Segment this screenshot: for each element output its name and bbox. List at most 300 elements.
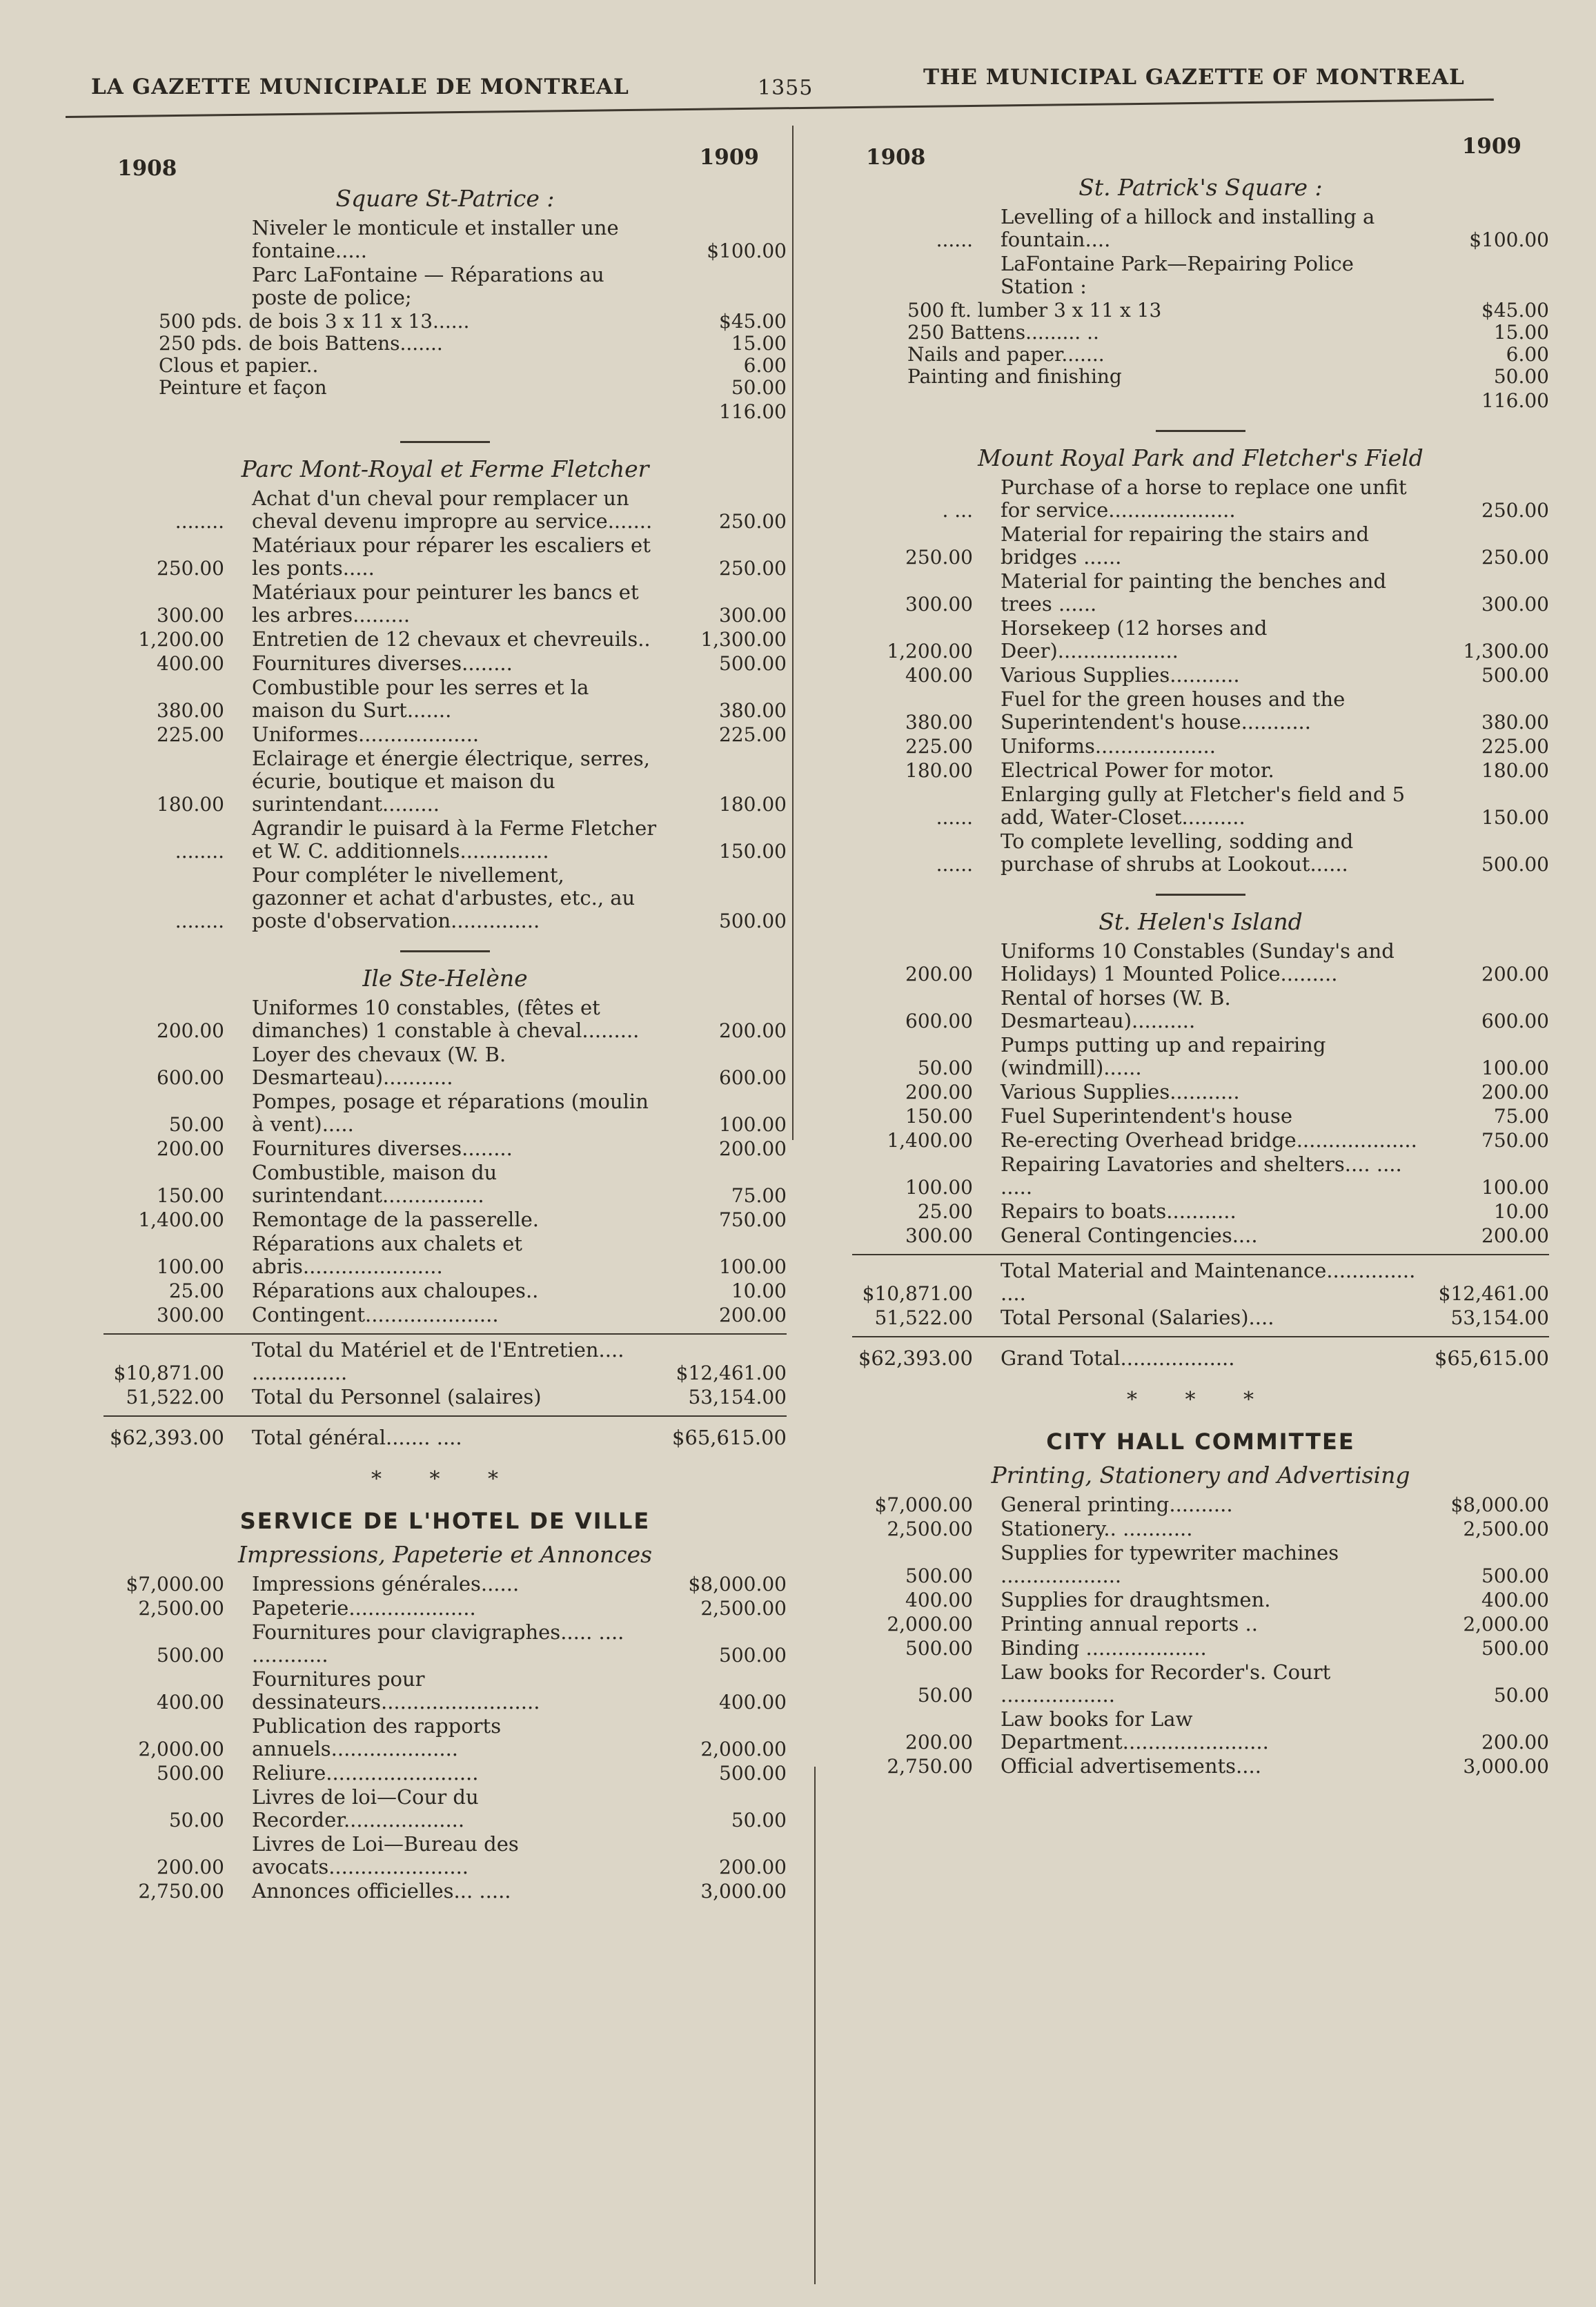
amount-1909: 250.00 bbox=[719, 510, 787, 533]
year-header bbox=[852, 124, 1549, 170]
item-description: Material for repairing the stairs and bridges ...... bbox=[1001, 522, 1370, 569]
sub-item-description: 250 pds. de bois Battens....... bbox=[159, 332, 443, 355]
amount-1908: 600.00 bbox=[905, 1010, 973, 1032]
amount-1909: 100.00 bbox=[1481, 1057, 1549, 1079]
item-description: Law books for Law Department....................... bbox=[1001, 1707, 1269, 1754]
amount-1909: $100.00 bbox=[1469, 228, 1549, 251]
item-description: Stationery.. ........... bbox=[1001, 1517, 1193, 1540]
budget-row bbox=[104, 628, 787, 651]
budget-section bbox=[852, 430, 1549, 876]
sub-item-description: Clous et papier.. bbox=[159, 354, 319, 377]
budget-row bbox=[852, 940, 1549, 985]
amount-1908: 200.00 bbox=[157, 1137, 224, 1160]
amount-1908: 25.00 bbox=[168, 1279, 224, 1302]
budget-row bbox=[104, 1621, 787, 1667]
budget-row bbox=[852, 1637, 1549, 1660]
budget-row bbox=[104, 817, 787, 863]
item-description: Total Personal (Salaries).... bbox=[1001, 1306, 1274, 1329]
item-description: Réparations aux chalets et abris...................... bbox=[252, 1232, 522, 1278]
item-description: Law books for Recorder's. Court .................. bbox=[1001, 1660, 1331, 1707]
amount-1909: 200.00 bbox=[719, 1856, 787, 1878]
amount-1908: ........ bbox=[175, 840, 224, 863]
budget-row bbox=[104, 1426, 787, 1449]
amount-1908: 100.00 bbox=[157, 1255, 224, 1278]
amount-1909: 200.00 bbox=[1481, 1081, 1549, 1103]
budget-row bbox=[104, 864, 787, 932]
item-description: To complete levelling, sodding and purchase of shrubs at Lookout...... bbox=[1001, 829, 1354, 876]
amount-1909: 200.00 bbox=[719, 1137, 787, 1160]
item-description: Re-erecting Overhead bridge................... bbox=[1001, 1128, 1417, 1152]
amount-1909: 200.00 bbox=[1481, 963, 1549, 985]
amount-1908: $10,871.00 bbox=[862, 1282, 973, 1305]
item-description: Uniformes 10 constables, (fêtes et dimanches) 1 constable à cheval......... bbox=[252, 996, 640, 1042]
item-description: Fournitures diverses........ bbox=[252, 651, 513, 675]
item-description: Réparations aux chaloupes.. bbox=[252, 1279, 539, 1302]
budget-row bbox=[852, 1081, 1549, 1103]
amount-1908: 1,200.00 bbox=[887, 640, 973, 662]
section-separator bbox=[400, 950, 490, 952]
amount-1909: $65,615.00 bbox=[671, 1426, 787, 1449]
amount-1909: 500.00 bbox=[719, 1644, 787, 1667]
sub-item-description: Nails and paper....... bbox=[907, 343, 1105, 366]
section-stars: * * * bbox=[1126, 1388, 1275, 1412]
budget-row bbox=[852, 1306, 1549, 1329]
item-description: Total du Personnel (salaires) bbox=[252, 1385, 542, 1408]
item-description: Binding ................... bbox=[1001, 1636, 1207, 1660]
item-description: Pompes, posage et réparations (moulin à vent)..... bbox=[252, 1090, 649, 1136]
budget-row bbox=[104, 1233, 787, 1278]
budget-section bbox=[104, 950, 787, 1326]
amount-1909: 53,154.00 bbox=[688, 1386, 787, 1408]
budget-row bbox=[852, 735, 1549, 758]
budget-row bbox=[852, 783, 1549, 829]
budget-row bbox=[852, 1129, 1549, 1152]
amount-1908: 400.00 bbox=[905, 664, 973, 687]
budget-row bbox=[852, 1589, 1549, 1611]
budget-row bbox=[852, 523, 1549, 569]
amount-1908: 500.00 bbox=[157, 1762, 224, 1785]
amount-1908: 500.00 bbox=[905, 1637, 973, 1660]
grand-total-rule bbox=[104, 1415, 787, 1417]
amount-1908: 250.00 bbox=[905, 546, 973, 569]
budget-row bbox=[852, 1542, 1549, 1587]
budget-section bbox=[104, 185, 787, 423]
item-description: Printing annual reports .. bbox=[1001, 1612, 1258, 1636]
budget-row bbox=[852, 1518, 1549, 1540]
amount-1909: $8,000.00 bbox=[688, 1573, 787, 1596]
budget-row bbox=[104, 1304, 787, 1326]
item-description: Parc LaFontaine — Réparations au poste de police; bbox=[252, 263, 604, 309]
budget-row bbox=[104, 1786, 787, 1832]
amount-1909: $12,461.00 bbox=[676, 1362, 787, 1384]
item-description: Pour compléter le nivellement, gazonner et achat d'arbustes, etc., au poste d'observation.............. bbox=[252, 863, 636, 932]
section-separator bbox=[1156, 894, 1245, 896]
section-title: Ile Ste-Helène bbox=[362, 965, 528, 992]
subtotal-row bbox=[104, 400, 787, 423]
item-description: Fournitures pour dessinateurs......................... bbox=[252, 1667, 540, 1714]
header-left-title: LA GAZETTE MUNICIPALE DE MONTREAL bbox=[91, 75, 629, 99]
section-title: Square St-Patrice : bbox=[335, 185, 555, 212]
amount-1909: 300.00 bbox=[719, 604, 787, 627]
english-sections bbox=[852, 174, 1549, 1778]
budget-row bbox=[852, 1224, 1549, 1247]
budget-row bbox=[104, 1208, 787, 1231]
amount-1909: 200.00 bbox=[1481, 1731, 1549, 1754]
sub-item-description: Painting and finishing bbox=[907, 365, 1122, 388]
budget-row bbox=[104, 581, 787, 627]
amount-1908: 150.00 bbox=[905, 1105, 973, 1128]
amount-1908: ........ bbox=[175, 510, 224, 533]
year-1908-label: 1908 bbox=[866, 145, 926, 170]
item-description: Supplies for typewriter machines ................... bbox=[1001, 1541, 1339, 1587]
item-description: Total Material and Maintenance.............. .... bbox=[1001, 1259, 1416, 1305]
item-description: Electrical Power for motor. bbox=[1001, 758, 1274, 782]
sub-item-description: 500 pds. de bois 3 x 11 x 13...... bbox=[159, 310, 470, 333]
item-description: Material for painting the benches and trees ...... bbox=[1001, 569, 1387, 616]
item-description: Agrandir le puisard à la Ferme Fletcher et W. C. additionnels.............. bbox=[252, 816, 657, 863]
budget-row bbox=[104, 217, 787, 262]
amount-1908: 300.00 bbox=[905, 1224, 973, 1247]
amount-1908: 180.00 bbox=[157, 793, 224, 816]
amount-1908: 400.00 bbox=[905, 1589, 973, 1611]
section-separator bbox=[400, 441, 490, 443]
amount-1909: 50.00 bbox=[731, 1809, 787, 1832]
amount-1909: 150.00 bbox=[1481, 806, 1549, 829]
budget-row bbox=[852, 759, 1549, 782]
item-description: Supplies for draughtsmen. bbox=[1001, 1588, 1271, 1611]
amount-1908: 1,400.00 bbox=[138, 1208, 224, 1231]
french-column bbox=[104, 135, 787, 1904]
amount-1908: 300.00 bbox=[157, 604, 224, 627]
amount-1909: 1,300.00 bbox=[700, 628, 787, 651]
sub-item-amount: 50.00 bbox=[731, 376, 787, 399]
city-hall-subtitle: Impressions, Papeterie et Annonces bbox=[237, 1541, 653, 1568]
totals-rule bbox=[104, 1333, 787, 1335]
amount-1908: ...... bbox=[936, 806, 973, 829]
amount-1908: $7,000.00 bbox=[126, 1573, 224, 1596]
amount-1909: 500.00 bbox=[1481, 664, 1549, 687]
item-description: Total général....... .... bbox=[252, 1426, 462, 1449]
amount-1909: 750.00 bbox=[719, 1208, 787, 1231]
amount-1908: 200.00 bbox=[905, 963, 973, 985]
amount-1909: 380.00 bbox=[719, 699, 787, 722]
sub-item-amount: 50.00 bbox=[1493, 365, 1549, 388]
amount-1909: $8,000.00 bbox=[1450, 1493, 1549, 1516]
item-description: Livres de Loi—Bureau des avocats...................... bbox=[252, 1832, 519, 1878]
item-description: Fournitures pour clavigraphes..... .... ............ bbox=[252, 1620, 624, 1667]
section-title: Parc Mont-Royal et Ferme Fletcher bbox=[241, 455, 649, 482]
amount-1909: 2,000.00 bbox=[1463, 1613, 1549, 1636]
amount-1909: 500.00 bbox=[1481, 1637, 1549, 1660]
section-separator bbox=[1156, 430, 1245, 432]
amount-1909: 10.00 bbox=[731, 1279, 787, 1302]
amount-1909: 300.00 bbox=[1481, 593, 1549, 616]
amount-1909: 100.00 bbox=[1481, 1176, 1549, 1199]
amount-1909: 400.00 bbox=[719, 1691, 787, 1714]
amount-1909: $100.00 bbox=[707, 239, 787, 262]
budget-row bbox=[852, 987, 1549, 1032]
item-description: Uniformes................... bbox=[252, 723, 480, 746]
year-header bbox=[104, 135, 787, 181]
city-hall-subtitle: Printing, Stationery and Advertising bbox=[991, 1462, 1410, 1489]
section-stars: * * * bbox=[371, 1467, 520, 1491]
item-description: Fournitures diverses........ bbox=[252, 1137, 513, 1160]
budget-row bbox=[104, 534, 787, 580]
budget-row bbox=[852, 1034, 1549, 1079]
amount-1908: 300.00 bbox=[157, 1304, 224, 1326]
budget-row bbox=[852, 1153, 1549, 1199]
amount-1908: $62,393.00 bbox=[109, 1426, 224, 1449]
column-divider-lower bbox=[814, 1767, 816, 2284]
budget-row bbox=[852, 1347, 1549, 1370]
budget-row bbox=[104, 1339, 787, 1384]
amount-1908: 50.00 bbox=[917, 1057, 973, 1079]
budget-row bbox=[104, 1137, 787, 1160]
budget-row bbox=[852, 664, 1549, 687]
budget-row bbox=[104, 723, 787, 746]
amount-1908: $10,871.00 bbox=[113, 1362, 224, 1384]
amount-1909: 2,500.00 bbox=[1463, 1518, 1549, 1540]
budget-row bbox=[104, 264, 787, 309]
amount-1908: 25.00 bbox=[917, 1200, 973, 1223]
budget-row bbox=[104, 1668, 787, 1714]
budget-row bbox=[104, 1597, 787, 1620]
totals-block bbox=[104, 1333, 787, 1449]
budget-row bbox=[104, 652, 787, 675]
amount-1908: 51,522.00 bbox=[126, 1386, 224, 1408]
item-description: Achat d'un cheval pour remplacer un cheval devenu impropre au service....... bbox=[252, 487, 653, 533]
item-description: Total du Matériel et de l'Entretien.... ............... bbox=[252, 1338, 624, 1384]
budget-row bbox=[852, 1493, 1549, 1516]
amount-1909: 400.00 bbox=[1481, 1589, 1549, 1611]
budget-row bbox=[104, 676, 787, 722]
amount-1909: $12,461.00 bbox=[1438, 1282, 1549, 1305]
amount-1908: 200.00 bbox=[905, 1081, 973, 1103]
year-1909-label: 1909 bbox=[699, 145, 759, 170]
amount-1909: 53,154.00 bbox=[1450, 1306, 1549, 1329]
amount-1908: 50.00 bbox=[917, 1684, 973, 1707]
item-description: Combustible, maison du surintendant................ bbox=[252, 1161, 497, 1207]
amount-1909: 250.00 bbox=[719, 557, 787, 580]
amount-1908: 2,500.00 bbox=[887, 1518, 973, 1540]
budget-row bbox=[104, 1090, 787, 1136]
amount-1908: 500.00 bbox=[905, 1564, 973, 1587]
budget-row bbox=[104, 1880, 787, 1903]
item-description: Fuel Superintendent's house bbox=[1001, 1104, 1293, 1128]
amount-1909: 150.00 bbox=[719, 840, 787, 863]
budget-row bbox=[104, 1833, 787, 1878]
budget-row bbox=[104, 1715, 787, 1760]
item-description: Repairs to boats........... bbox=[1001, 1199, 1237, 1223]
budget-row bbox=[852, 1200, 1549, 1223]
item-description: Matériaux pour peinturer les bancs et les arbres......... bbox=[252, 580, 639, 627]
column-divider-upper bbox=[792, 126, 794, 1140]
budget-row bbox=[104, 1161, 787, 1207]
amount-1908: 600.00 bbox=[157, 1066, 224, 1089]
amount-1909: 75.00 bbox=[731, 1184, 787, 1207]
amount-1908: ........ bbox=[175, 910, 224, 932]
amount-1909: 200.00 bbox=[719, 1304, 787, 1326]
subtotal-amount: 116.00 bbox=[1481, 389, 1549, 412]
amount-1908: $62,393.00 bbox=[858, 1346, 973, 1370]
amount-1909: 50.00 bbox=[1493, 1684, 1549, 1707]
header-rule bbox=[66, 99, 1494, 118]
amount-1909: 250.00 bbox=[1481, 499, 1549, 522]
item-description: Uniforms................... bbox=[1001, 734, 1216, 758]
item-description: Levelling of a hillock and installing a fountain.... bbox=[1001, 205, 1375, 251]
amount-1908: 100.00 bbox=[905, 1176, 973, 1199]
sub-item-amount: 6.00 bbox=[743, 354, 787, 377]
amount-1909: 1,300.00 bbox=[1463, 640, 1549, 662]
amount-1908: 400.00 bbox=[157, 1691, 224, 1714]
budget-row bbox=[104, 997, 787, 1042]
item-description: Various Supplies........... bbox=[1001, 1080, 1240, 1103]
item-description: Impressions générales...... bbox=[252, 1572, 520, 1596]
french-sections bbox=[104, 185, 787, 1903]
item-description: Various Supplies........... bbox=[1001, 663, 1240, 687]
city-hall-title: CITY HALL COMMITTEE bbox=[1046, 1429, 1355, 1455]
year-1908-label: 1908 bbox=[117, 156, 177, 181]
amount-1908: 51,522.00 bbox=[874, 1306, 973, 1329]
budget-row bbox=[104, 1762, 787, 1785]
year-1909-label: 1909 bbox=[1461, 134, 1521, 159]
amount-1908: 300.00 bbox=[905, 593, 973, 616]
amount-1909: 100.00 bbox=[719, 1255, 787, 1278]
budget-row bbox=[852, 1708, 1549, 1754]
section-title: Mount Royal Park and Fletcher's Field bbox=[978, 444, 1423, 471]
grand-total-rule bbox=[852, 1336, 1549, 1337]
amount-1909: 500.00 bbox=[719, 910, 787, 932]
sub-item-description: 500 ft. lumber 3 x 11 x 13 bbox=[907, 299, 1162, 322]
city-hall-section bbox=[104, 1508, 787, 1903]
item-description: Pumps putting up and repairing (windmill)...... bbox=[1001, 1033, 1326, 1079]
budget-row bbox=[104, 1573, 787, 1596]
amount-1909: 250.00 bbox=[1481, 546, 1549, 569]
budget-row bbox=[104, 1279, 787, 1302]
amount-1908: . ... bbox=[942, 499, 973, 522]
item-description: Horsekeep (12 horses and Deer)................... bbox=[1001, 616, 1268, 662]
item-description: Annonces officielles... ..... bbox=[252, 1879, 511, 1903]
item-description: Papeterie.................... bbox=[252, 1596, 476, 1620]
item-description: Grand Total.................. bbox=[1001, 1346, 1235, 1370]
budget-section bbox=[104, 441, 787, 932]
amount-1909: 380.00 bbox=[1481, 711, 1549, 734]
sub-item-row bbox=[852, 344, 1549, 366]
sub-item-row bbox=[104, 355, 787, 377]
budget-row bbox=[852, 688, 1549, 734]
amount-1908: 225.00 bbox=[157, 723, 224, 746]
amount-1908: 50.00 bbox=[168, 1809, 224, 1832]
amount-1909: 2,000.00 bbox=[700, 1738, 787, 1760]
section-title: St. Helen's Island bbox=[1099, 908, 1303, 935]
amount-1908: 250.00 bbox=[157, 557, 224, 580]
amount-1909: 600.00 bbox=[719, 1066, 787, 1089]
amount-1909: 3,000.00 bbox=[700, 1880, 787, 1903]
budget-row bbox=[852, 253, 1549, 298]
sub-item-row bbox=[104, 311, 787, 333]
amount-1908: 2,000.00 bbox=[887, 1613, 973, 1636]
item-description: Enlarging gully at Fletcher's field and 5 add, Water-Closet.......... bbox=[1001, 783, 1406, 829]
budget-row bbox=[852, 1613, 1549, 1636]
header-right-title: THE MUNICIPAL GAZETTE OF MONTREAL bbox=[923, 65, 1465, 90]
amount-1908: 50.00 bbox=[168, 1113, 224, 1136]
item-description: Combustible pour les serres et la maison du Surt....... bbox=[252, 676, 589, 722]
amount-1908: 2,750.00 bbox=[138, 1880, 224, 1903]
amount-1909: 2,500.00 bbox=[700, 1597, 787, 1620]
sub-item-description: Peinture et façon bbox=[159, 376, 327, 399]
item-description: Matériaux pour réparer les escaliers et les ponts..... bbox=[252, 533, 651, 580]
item-description: Livres de loi—Cour du Recorder................... bbox=[252, 1785, 479, 1832]
budget-row bbox=[852, 830, 1549, 876]
amount-1909: 180.00 bbox=[1481, 759, 1549, 782]
amount-1909: 500.00 bbox=[719, 1762, 787, 1785]
amount-1908: 180.00 bbox=[905, 759, 973, 782]
amount-1909: 180.00 bbox=[719, 793, 787, 816]
item-description: Niveler le monticule et installer une fontaine..... bbox=[252, 216, 619, 262]
budget-row bbox=[104, 1043, 787, 1089]
budget-row bbox=[852, 1661, 1549, 1707]
amount-1908: 2,000.00 bbox=[138, 1738, 224, 1760]
item-description: Repairing Lavatories and shelters.... .... ..... bbox=[1001, 1152, 1402, 1199]
totals-rule bbox=[852, 1254, 1549, 1255]
city-hall-section bbox=[852, 1429, 1549, 1778]
amount-1908: 500.00 bbox=[157, 1644, 224, 1667]
budget-row bbox=[852, 617, 1549, 662]
item-description: LaFontaine Park—Repairing Police Station : bbox=[1001, 252, 1354, 298]
budget-row bbox=[852, 1105, 1549, 1128]
amount-1909: 750.00 bbox=[1481, 1129, 1549, 1152]
amount-1908: 1,200.00 bbox=[138, 628, 224, 651]
amount-1908: 200.00 bbox=[157, 1019, 224, 1042]
item-description: Eclairage et énergie électrique, serres, écurie, boutique et maison du surintendant......... bbox=[252, 747, 650, 816]
sub-item-row bbox=[852, 322, 1549, 344]
item-description: Loyer des chevaux (W. B. Desmarteau)........... bbox=[252, 1043, 506, 1089]
amount-1908: 380.00 bbox=[157, 699, 224, 722]
amount-1909: 100.00 bbox=[719, 1113, 787, 1136]
section-title: St. Patrick's Square : bbox=[1078, 174, 1323, 201]
amount-1909: 200.00 bbox=[719, 1019, 787, 1042]
amount-1908: 225.00 bbox=[905, 735, 973, 758]
sub-item-row bbox=[852, 366, 1549, 388]
item-description: Publication des rapports annuels.................... bbox=[252, 1714, 502, 1760]
budget-row bbox=[104, 747, 787, 816]
sub-item-amount: $45.00 bbox=[1481, 299, 1549, 322]
sub-item-row bbox=[104, 377, 787, 399]
item-description: Fuel for the green houses and the Superintendent's house........... bbox=[1001, 687, 1346, 734]
amount-1908: 150.00 bbox=[157, 1184, 224, 1207]
sub-item-row bbox=[852, 300, 1549, 322]
budget-row bbox=[852, 1259, 1549, 1305]
budget-section bbox=[852, 174, 1549, 412]
amount-1909: 225.00 bbox=[719, 723, 787, 746]
page-number: 1355 bbox=[758, 76, 814, 100]
item-description: Contingent..................... bbox=[252, 1303, 499, 1326]
amount-1909: 10.00 bbox=[1493, 1200, 1549, 1223]
city-hall-title: SERVICE DE L'HOTEL DE VILLE bbox=[239, 1508, 651, 1534]
totals-block bbox=[852, 1254, 1549, 1370]
amount-1908: 400.00 bbox=[157, 652, 224, 675]
item-description: Rental of horses (W. B. Desmarteau).......... bbox=[1001, 986, 1231, 1032]
amount-1908: 200.00 bbox=[905, 1731, 973, 1754]
item-description: Remontage de la passerelle. bbox=[252, 1208, 539, 1231]
sub-item-amount: $45.00 bbox=[719, 310, 787, 333]
item-description: General printing.......... bbox=[1001, 1493, 1233, 1516]
amount-1908: 2,750.00 bbox=[887, 1755, 973, 1778]
amount-1908: 380.00 bbox=[905, 711, 973, 734]
amount-1909: 600.00 bbox=[1481, 1010, 1549, 1032]
amount-1909: 3,000.00 bbox=[1463, 1755, 1549, 1778]
amount-1908: 2,500.00 bbox=[138, 1597, 224, 1620]
